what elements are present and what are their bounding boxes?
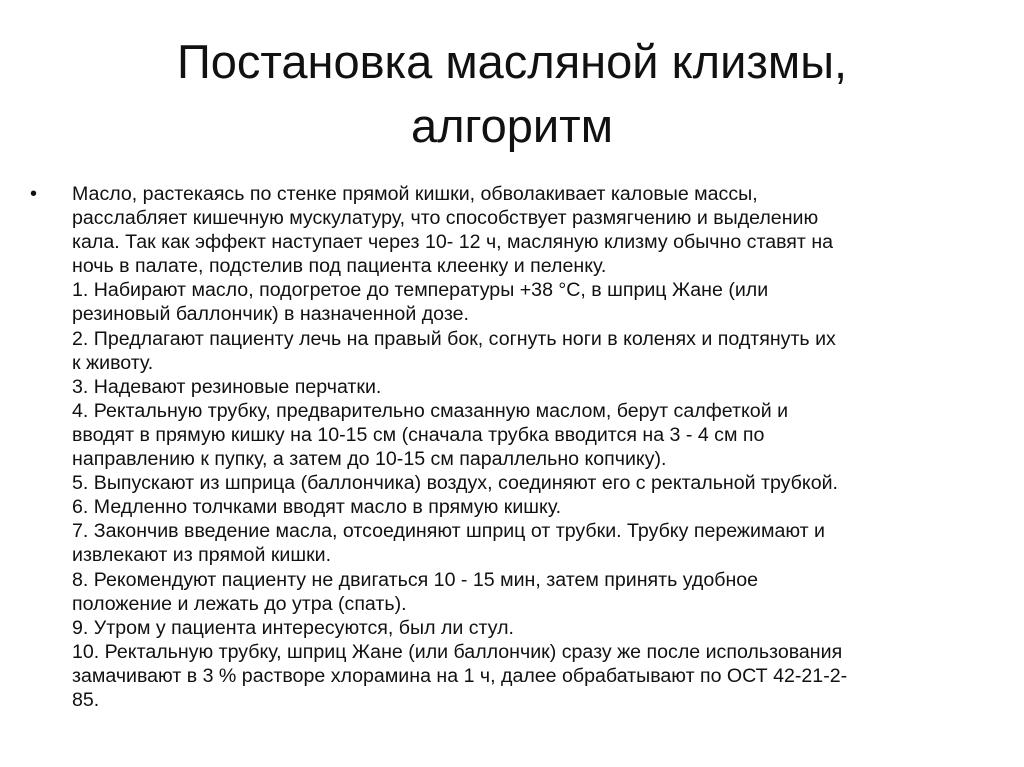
- body-line: 9. Утром у пациента интересуются, был ли стул.: [72, 616, 514, 639]
- body-line: 5. Выпускают из шприца (баллончика) воздух, соединяют его с ректальной трубкой.: [72, 472, 838, 495]
- title-line-1: Постановка масляной клизмы,: [176, 35, 848, 88]
- body-line: кала. Так как эффект наступает через 10- 12 ч, масляную клизму обычно ставят на: [72, 231, 834, 254]
- body-line: замачивают в 3 % растворе хлорамина на 1 ч, далее обрабатывают по ОСТ 42-21-2-: [72, 664, 848, 687]
- body-line: ночь в палате, подстелив под пациента клеенку и пеленку.: [72, 255, 607, 278]
- slide-title: [0, 30, 1024, 158]
- body-line: 2. Предлагают пациенту лечь на правый бок, согнуть ноги в коленях и подтянуть их: [72, 327, 836, 350]
- bullet-text: [72, 182, 1002, 712]
- body-line: к животу.: [72, 351, 154, 374]
- body-line: 85.: [72, 688, 100, 711]
- body-line: 10. Ректальную трубку, шприц Жане (или баллончик) сразу же после использования: [72, 640, 843, 663]
- body-line: резиновый баллончик) в назначенной дозе.: [72, 303, 469, 326]
- body-line: вводят в прямую кишку на 10-15 см (сначала трубка вводится на 3 - 4 см по: [72, 423, 765, 446]
- body-line: 1. Набирают масло, подогретое до температуры +38 °С, в шприц Жане (или: [72, 279, 769, 302]
- body-line: 3. Надевают резиновые перчатки.: [72, 375, 382, 398]
- body-line: извлекают из прямой кишки.: [72, 544, 332, 567]
- body-line: Масло, растекаясь по стенке прямой кишки, обволакивает каловые массы,: [72, 183, 758, 205]
- body-line: 4. Ректальную трубку, предварительно смазанную маслом, берут салфеткой и: [72, 399, 789, 422]
- bullet-marker: •: [30, 183, 38, 205]
- body-line: положение и лежать до утра (спать).: [72, 592, 407, 615]
- body-line: 7. Закончив введение масла, отсоединяют шприц от трубки. Трубку пережимают и: [72, 520, 825, 543]
- body-line: 8. Рекомендуют пациенту не двигаться 10 - 15 мин, затем принять удобное: [72, 568, 759, 591]
- title-line-2: алгоритм: [410, 99, 614, 152]
- body-line: расслабляет кишечную мускулатуру, что способствует размягчению и выделению: [72, 207, 819, 230]
- body-line: направлению к пупку, а затем до 10-15 см параллельно копчику).: [72, 448, 667, 471]
- body-line: 6. Медленно толчками вводят масло в прямую кишку.: [72, 496, 562, 519]
